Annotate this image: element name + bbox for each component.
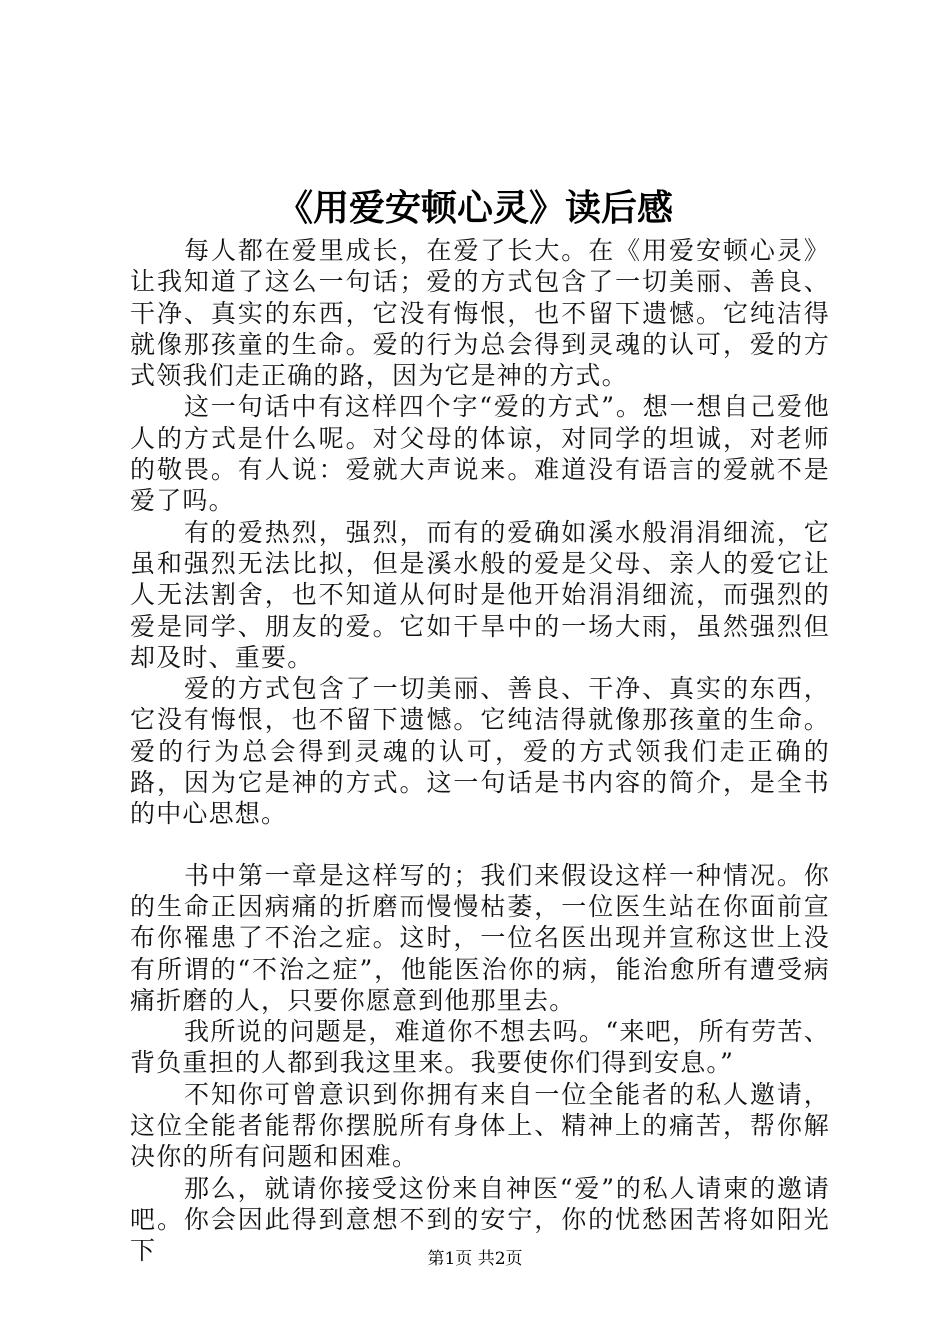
paragraph: 有的爱热烈，强烈，而有的爱确如溪水般涓涓细流，它虽和强烈无法比拟，但是溪水般的爱是父母、亲人的爱它让人无法割舍，也不知道从何时是他开始涓涓细流，而强烈的爱是同学、朋友的爱。它如干旱中的一场大雨，虽然强烈但却及时、重要。 (130, 517, 830, 672)
document-body (130, 235, 830, 1267)
paragraph: 每人都在爱里成长，在爱了长大。在《用爱安顿心灵》让我知道了这么一句话；爱的方式包含了一切美丽、善良、干净、真实的东西，它没有悔恨，也不留下遗憾。它纯洁得就像那孩童的生命。爱的行为总会得到灵魂的认可，爱的方式领我们走正确的路，因为它是神的方式。 (130, 236, 830, 391)
paragraph: 书中第一章是这样写的；我们来假设这样一种情况。你的生命正因病痛的折磨而慢慢枯萎，一位医生站在你面前宣布你罹患了不治之症。这时，一位名医出现并宣称这世上没有所谓的“不治之症”，他能医治你的病，能治愈所有遭受病痛折磨的人，只要你愿意到他那里去。 (130, 860, 830, 1015)
document-title: 《用爱安顿心灵》读后感 (276, 187, 673, 229)
paragraph: 爱的方式包含了一切美丽、善良、干净、真实的东西，它没有悔恨，也不留下遗憾。它纯洁得就像那孩童的生命。爱的行为总会得到灵魂的认可，爱的方式领我们走正确的路，因为它是神的方式。这一句话是书内容的简介，是全书的中心思想。 (130, 674, 830, 829)
paragraph: 那么，就请你接受这份来自神医“爱”的私人请柬的邀请吧。你会因此得到意想不到的安宁，你的忧愁困苦将如阳光下 (130, 1173, 830, 1266)
paragraph: 我所说的问题是，难道你不想去吗。“来吧，所有劳苦、背负重担的人都到我这里来。我要使你们得到安息。” (130, 1017, 830, 1078)
page-footer: 第1页 共2页 (427, 1249, 523, 1269)
paragraph: 这一句话中有这样四个字“爱的方式”。想一想自己爱他人的方式是什么呢。对父母的体谅，对同学的坦诚，对老师的敬畏。有人说：爱就大声说来。难道没有语言的爱就不是爱了吗。 (130, 392, 830, 516)
paragraph: 不知你可曾意识到你拥有来自一位全能者的私人邀请，这位全能者能帮你摆脱所有身体上、精神上的痛苦，帮你解决你的所有问题和困难。 (130, 1079, 830, 1172)
